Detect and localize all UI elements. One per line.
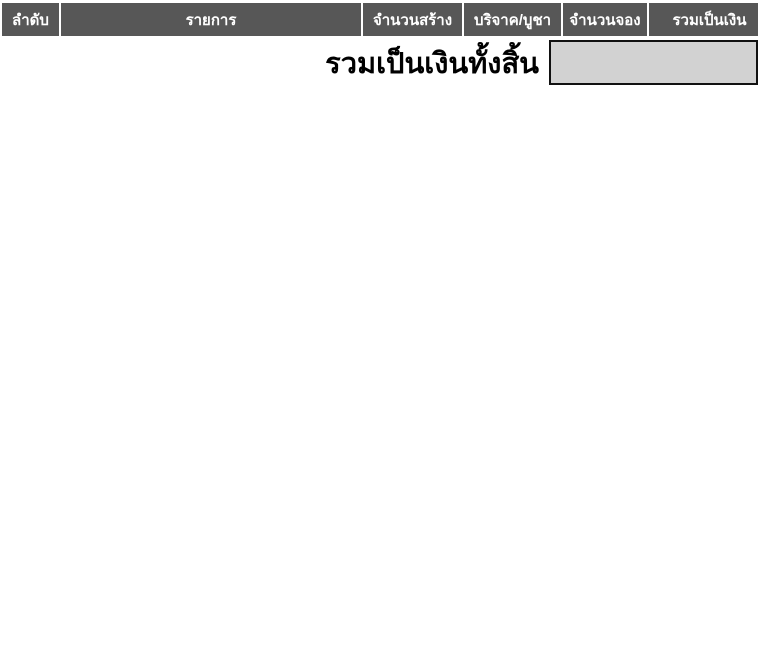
table-header — [2, 3, 758, 36]
grand-total-label: รวมเป็นเงินทั้งสิ้น — [325, 47, 539, 80]
column-header-qty_reserved: จำนวนจอง — [563, 3, 647, 36]
column-header-qty_made: จำนวนสร้าง — [363, 3, 462, 36]
amulet-order-form — [0, 0, 758, 85]
column-header-total: รวมเป็นเงิน — [649, 3, 758, 36]
grand-total-value-cell — [549, 40, 758, 85]
header-row — [2, 3, 758, 36]
column-header-price: บริจาค/บูชา — [464, 3, 561, 36]
column-header-item: รายการ — [61, 3, 361, 36]
column-header-no: ลำดับ — [2, 3, 59, 36]
amulet-order-table — [0, 0, 758, 39]
grand-total-row — [0, 40, 758, 85]
